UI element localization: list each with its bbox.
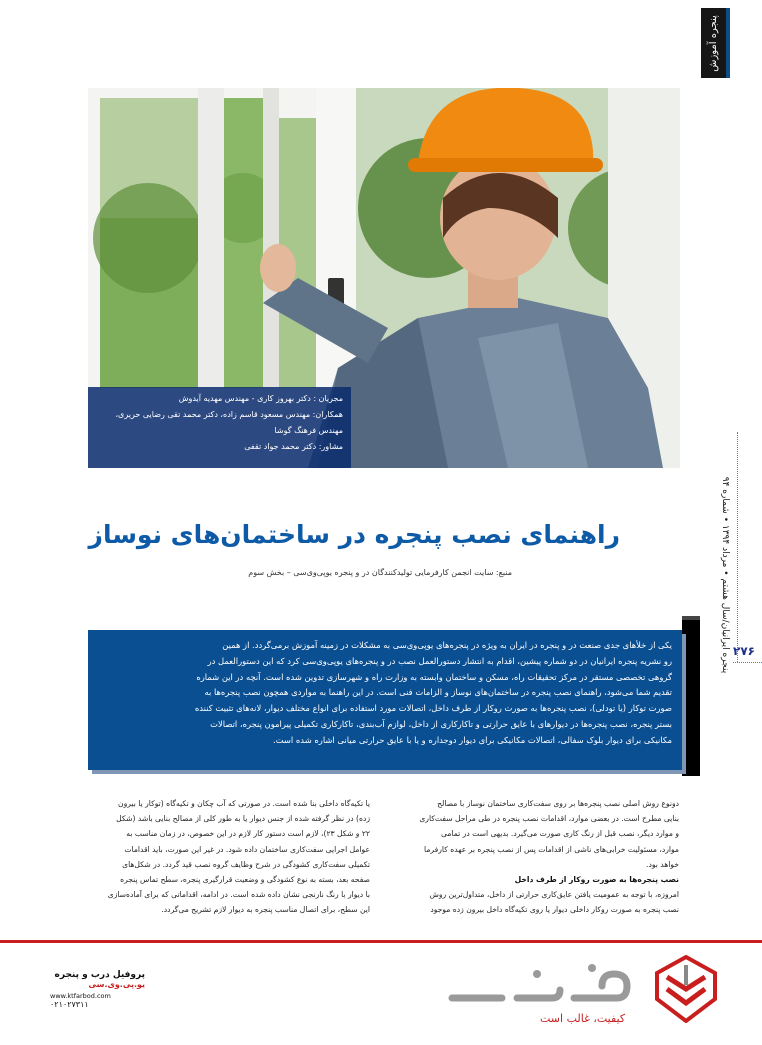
body-line: صفحه بعد، بسته به نوع کشودگی و وضعیت قرارگیری پنجره، سطح تماس پنجره xyxy=(120,875,370,885)
body-line: این سطح، برای اتصال مناسب پنجره به دیوار لازم تشریح می‌گردد. xyxy=(161,905,370,915)
intro-line: یکی از خلأهای جدی صنعت در و پنجره در ایران به ویژه در پنجره‌های یوپی‌وی‌سی به مشکلات در زمینه آموزش برمی‌گردد. از همین xyxy=(222,640,672,650)
body-line: با دیوار با رنگ نارنجی نشان داده شده است. در ادامه، اقداماتی که برای آماده‌سازی xyxy=(107,890,370,900)
ad-phone: ۰۲۱۰۲۷۳۱۱ xyxy=(50,1000,89,1009)
brand-logo xyxy=(442,960,642,1014)
divider xyxy=(733,662,762,663)
page-number: ۲۷۶ xyxy=(733,644,755,658)
body-column-right xyxy=(409,796,679,918)
intro-line: تقدیم شما می‌شود، راهنمای نصب پنجره در ساختمان‌های نوساز و الزامات فنی است. در این راهنما به مواردی همچون نصب پنجره‌ها به xyxy=(204,687,672,698)
ad-material-line: یو.پی.وی.سی xyxy=(88,980,145,989)
body-line: یا تکیه‌گاه داخلی بنا شده است. در صورتی که آب چکان و تکیه‌گاه (توکار یا بیرون xyxy=(118,799,370,808)
ad-contact xyxy=(50,970,145,1009)
body-line: نصب پنجره به صورت روکار داخلی دیوار یا روی تکیه‌گاه داخل بیرون زده موجود xyxy=(430,905,679,915)
issue-info xyxy=(715,430,729,730)
body-line: و موارد دیگر، نصب قبل از رنگ کاری صورت می‌گیرد. بدیهی است در تمامی xyxy=(441,829,679,839)
body-line: موارد، مسئولیت خرابی‌های ناشی از اقدامات پس از نصب پنجره بر عهده کارفرما xyxy=(424,844,679,854)
divider xyxy=(737,432,738,662)
credit-line: همکاران: مهندس مسعود قاسم زاده، دکتر محمد تقی رضایی حریری، xyxy=(115,410,343,419)
intro-box xyxy=(88,630,682,770)
body-line: خواهد بود. xyxy=(646,859,679,869)
intro-line: مکانیکی برای دیوار بلوک سفالی، اتصالات مکانیکی برای دیوار دوجداره و یا با عایق حرارتی میانی اشاره شده است. xyxy=(273,734,672,745)
intro-line: رو نشریه پنجره ایرانیان در دو شماره پیشین، اقدام به انتشار دستورالعمل نصب در و پنجره‌های یوپی‌وی‌سی کرد که این دستورالعمل در xyxy=(207,655,672,666)
body-line: زده) در نظر گرفته شده از جنس دیوار یا به طور کلی از مصالح بنایی باشد (شکل xyxy=(116,814,370,824)
section-heading: نصب پنجره‌ها به صورت روکار از طرف داخل xyxy=(514,875,679,885)
credit-line: مهندس فرهنگ گوشا xyxy=(274,426,343,435)
body-line: بنایی مطرح است. در بعضی موارد، اقدامات نصب پنجره در طی مراحل سفت‌کاری xyxy=(419,814,679,824)
body-line: امروزه، با توجه به عمومیت یافتن عایق‌کاری حرارتی از داخل، متداول‌ترین روش xyxy=(429,890,679,900)
article-source: منبع: سایت انجمن کارفرمایی تولیدکنندگان در و پنجره یوپی‌وی‌سی – بخش سوم xyxy=(248,568,512,577)
brand-tagline: کیفیت، غالب است xyxy=(540,1012,626,1025)
brand-emblem-icon xyxy=(655,955,717,1027)
intro-line: صورت توکار (یا تودلی)، نصب پنجره‌ها به صورت روکار از طرف داخل، اتصالات مورد استفاده برای انواع مختلف دیوار، لانه‌های تثبیت کننده xyxy=(194,703,672,714)
section-tab xyxy=(701,8,730,78)
body-column-left xyxy=(100,796,370,918)
body-line: تکمیلی سفت‌کاری کشودگی در شرح وظایف گروه نصب قید گردد. در شکل‌های xyxy=(122,859,370,869)
intro-line: بستر پنجره، نصب پنجره‌ها در دیوارهای با عایق حرارتی و تاکارکاری از داخل، لوازم آب‌بندی، تاکارکاری تکمیلی پیرامون پنجره، اتصالات xyxy=(210,718,672,729)
article-title: راهنمای نصب پنجره در ساختمان‌های نوساز xyxy=(88,520,620,549)
body-line: دونوع روش اصلی نصب پنجره‌ها بر روی سفت‌کاری ساختمان نوساز با مصالح xyxy=(437,799,679,808)
credits-box xyxy=(88,387,351,468)
body-line: ۲۲ و شکل ۲۳)، لازم است دستور کار لازم در این خصوص، در زمان مناسب به xyxy=(126,829,370,839)
body-line: عوامل اجرایی سفت‌کاری ساختمان داده شود. در غیر این صورت، باید اقدامات xyxy=(124,844,370,854)
issue-info-text: پنجره ایرانیان/سال هشتم • مرداد ۱۳۹۴ • شماره ۹۴ xyxy=(720,476,730,674)
section-tab-label: پنجره آموزش xyxy=(708,14,719,72)
credit-line: مشاور: دکتر محمد جواد تقفی xyxy=(244,442,343,451)
intro-line: گروهی تخصصی مستقر در مرکز تحقیقات راه، مسکن و ساختمان وابسته به وزارت راه و شهرسازی تدوین شده است. آنچه در این شماره xyxy=(196,671,672,682)
ad-product-line: پروفیل درب و پنجره xyxy=(54,970,145,980)
credit-line: مجریان : دکتر بهروز کاری - مهندس مهدیه آیدوش xyxy=(178,394,343,403)
ad-website[interactable]: www.ktfarbod.com xyxy=(50,992,111,1000)
intro-label-text: اشاره: xyxy=(744,692,758,728)
